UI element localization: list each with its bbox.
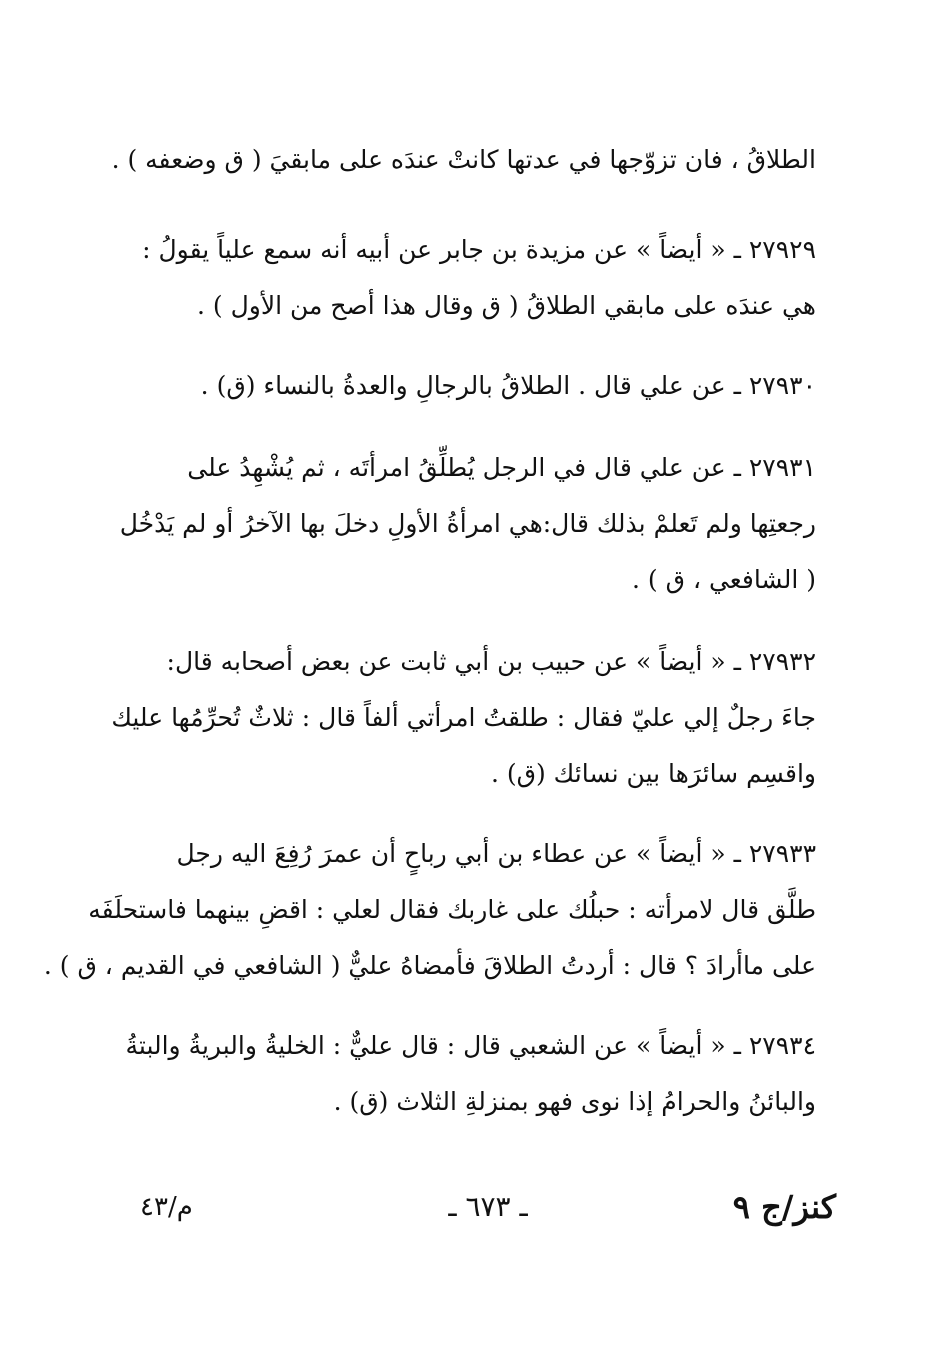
signature-marker: م/٤٣ bbox=[140, 1192, 193, 1222]
text-line: على ماأرادَ ؟ قال : أردتُ الطلاقَ فأمضاهُ عليٌّ ( الشافعي في القديم ، ق ) . bbox=[43, 951, 816, 980]
text-line: واقسِم سائرَها بين نسائك (ق) . bbox=[490, 759, 816, 788]
text-line: طلَّق قال لامرأته : حبلُك على غاربك فقال لعلي : اقضِ بينهما فاستحلَفَه bbox=[88, 895, 816, 924]
text-line: جاءَ رجلٌ إلي عليّ فقال : طلقتُ امرأتي ألفاً قال : ثلاثٌ تُحرِّمُها عليك bbox=[111, 703, 816, 732]
text-line: ٢٧٩٣٣ ـ « أيضاً » عن عطاء بن أبي رباحٍ أن عمرَ رُفِعَ اليه رجل bbox=[176, 839, 816, 868]
text-line: رجعتِها ولم تَعلمْ بذلك قال:هي امرأةُ الأولِ دخلَ بها الآخرُ أو لم يَدْخُل bbox=[119, 509, 816, 538]
text-line: ٢٧٩٢٩ ـ « أيضاً » عن مزيدة بن جابر عن أبيه أنه سمع علياً يقولُ : bbox=[142, 235, 816, 264]
paragraph-27934 bbox=[125, 1018, 816, 1130]
paragraph-27932 bbox=[111, 634, 816, 802]
paragraph-27929 bbox=[140, 222, 816, 334]
text-line: والبائنُ والحرامُ إذا نوى فهو بمنزلةِ الثلاث (ق) . bbox=[333, 1087, 816, 1116]
text-line: ٢٧٩٣٢ ـ « أيضاً » عن حبيب بن أبي ثابت عن بعض أصحابه قال: bbox=[166, 647, 816, 676]
text-line: ٢٧٩٣٠ ـ عن علي قال . الطلاقُ بالرجالِ والعدةُ بالنساء (ق) . bbox=[200, 371, 816, 400]
page-footer bbox=[140, 1188, 836, 1236]
text-line: الطلاقُ ، فان تزوّجها في عدتها كانتْ عندَه على مابقيَ ( ق وضعفه ) . bbox=[111, 145, 816, 174]
page-number: ـ ٦٧٣ ـ bbox=[448, 1190, 528, 1223]
paragraph-27933 bbox=[43, 826, 816, 994]
text-line: هي عندَه على مابقي الطلاقُ ( ق وقال هذا أصح من الأول ) . bbox=[197, 291, 816, 320]
paragraph-continuation bbox=[111, 132, 816, 188]
volume-signature: كنز/ج ٩ bbox=[732, 1188, 836, 1226]
text-line: ( الشافعي ، ق ) . bbox=[632, 565, 816, 594]
text-line: ٢٧٩٣١ ـ عن علي قال في الرجل يُطلِّقُ امرأتَه ، ثم يُشْهِدُ على bbox=[187, 453, 816, 482]
text-line: ٢٧٩٣٤ ـ « أيضاً » عن الشعبي قال : قال عليٌّ : الخليةُ والبريةُ والبتةُ bbox=[125, 1031, 816, 1060]
paragraph-27931 bbox=[119, 440, 816, 608]
paragraph-27930 bbox=[140, 358, 816, 414]
